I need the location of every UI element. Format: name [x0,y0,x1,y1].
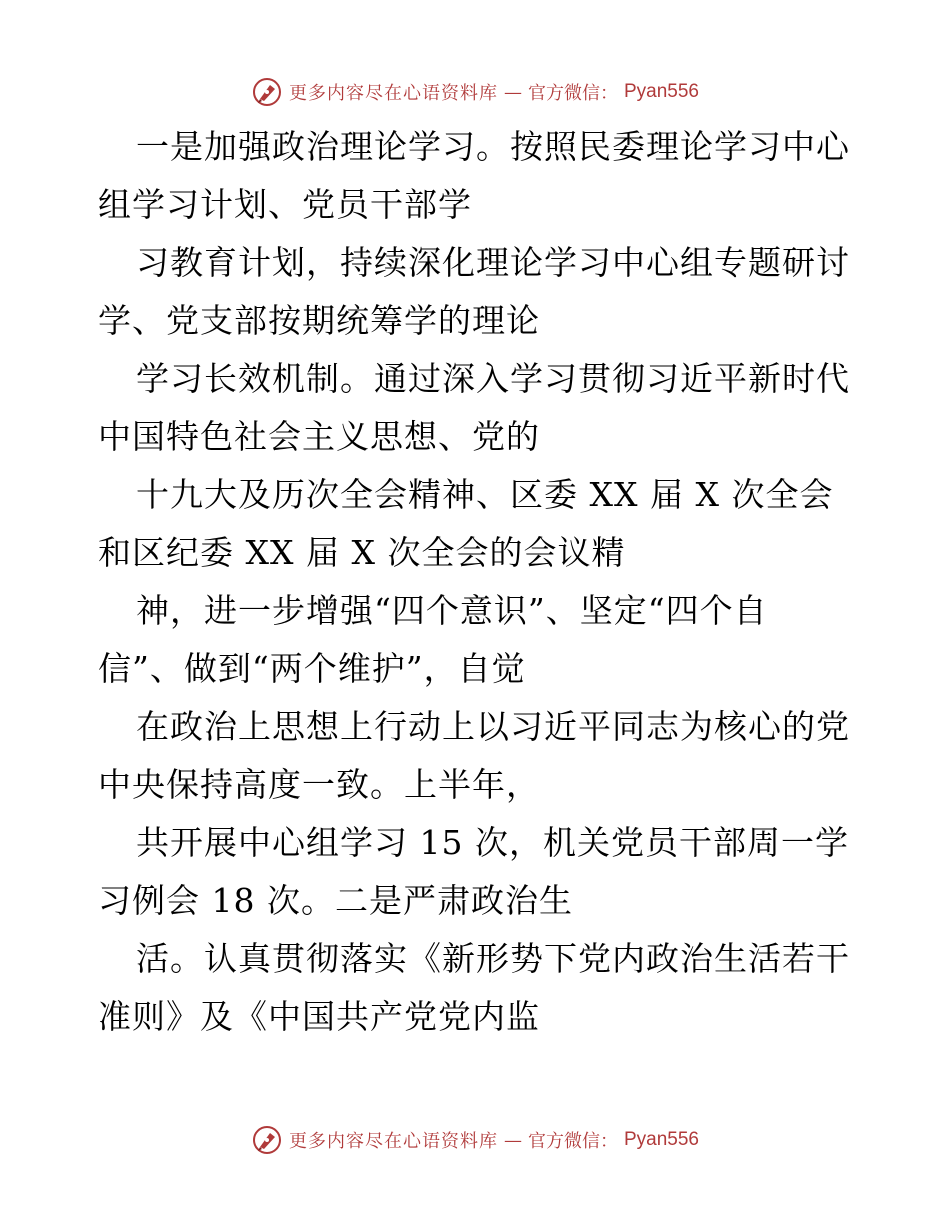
header-wechat-id: Pyan556 [623,81,699,102]
footer-wechat-label: 官方微信： [527,1131,618,1152]
body-line: 一是加强政治理论学习。按照民委理论学习中心 [136,127,850,166]
footer-separator: — [503,1129,522,1151]
document-body [98,118,858,1046]
body-line: 在政治上思想上行动上以习近平同志为核心的党 [136,707,850,746]
header-separator: — [503,81,522,103]
header-banner [0,72,950,112]
footer-banner [0,1120,950,1160]
body-line: 中国特色社会主义思想、党的 [98,417,540,456]
body-line: 学、党支部按期统筹学的理论 [98,301,540,340]
body-line: 活。认真贯彻落实《新形势下党内政治生活若干 [136,939,850,978]
body-line: 神，进一步增强“四个意识”、坚定“四个自 [136,591,768,630]
footer-wechat-id: Pyan556 [623,1129,699,1150]
pen-nib-logo-icon [251,76,283,108]
body-line: 准则》及《中国共产党党内监 [98,997,540,1036]
body-line: 组学习计划、党员干部学 [98,185,472,224]
footer-brand-text: 更多内容尽在心语资料库 [288,1131,498,1152]
body-line: 信”、做到“两个维护”，自觉 [98,649,526,688]
body-line: 中央保持高度一致。上半年， [98,765,540,804]
body-line: 和区纪委 XX 届 X 次全会的会议精 [98,533,626,572]
pen-nib-logo-icon [251,1124,283,1156]
body-line: 十九大及历次全会精神、区委 XX 届 X 次全会 [136,475,834,514]
body-line: 习教育计划，持续深化理论学习中心组专题研讨 [136,243,850,282]
body-line: 共开展中心组学习 15 次，机关党员干部周一学 [136,823,849,862]
body-line: 习例会 18 次。二是严肃政治生 [98,881,573,920]
body-line: 学习长效机制。通过深入学习贯彻习近平新时代 [136,359,850,398]
header-wechat-label: 官方微信： [527,83,618,104]
header-brand-text: 更多内容尽在心语资料库 [288,83,498,104]
